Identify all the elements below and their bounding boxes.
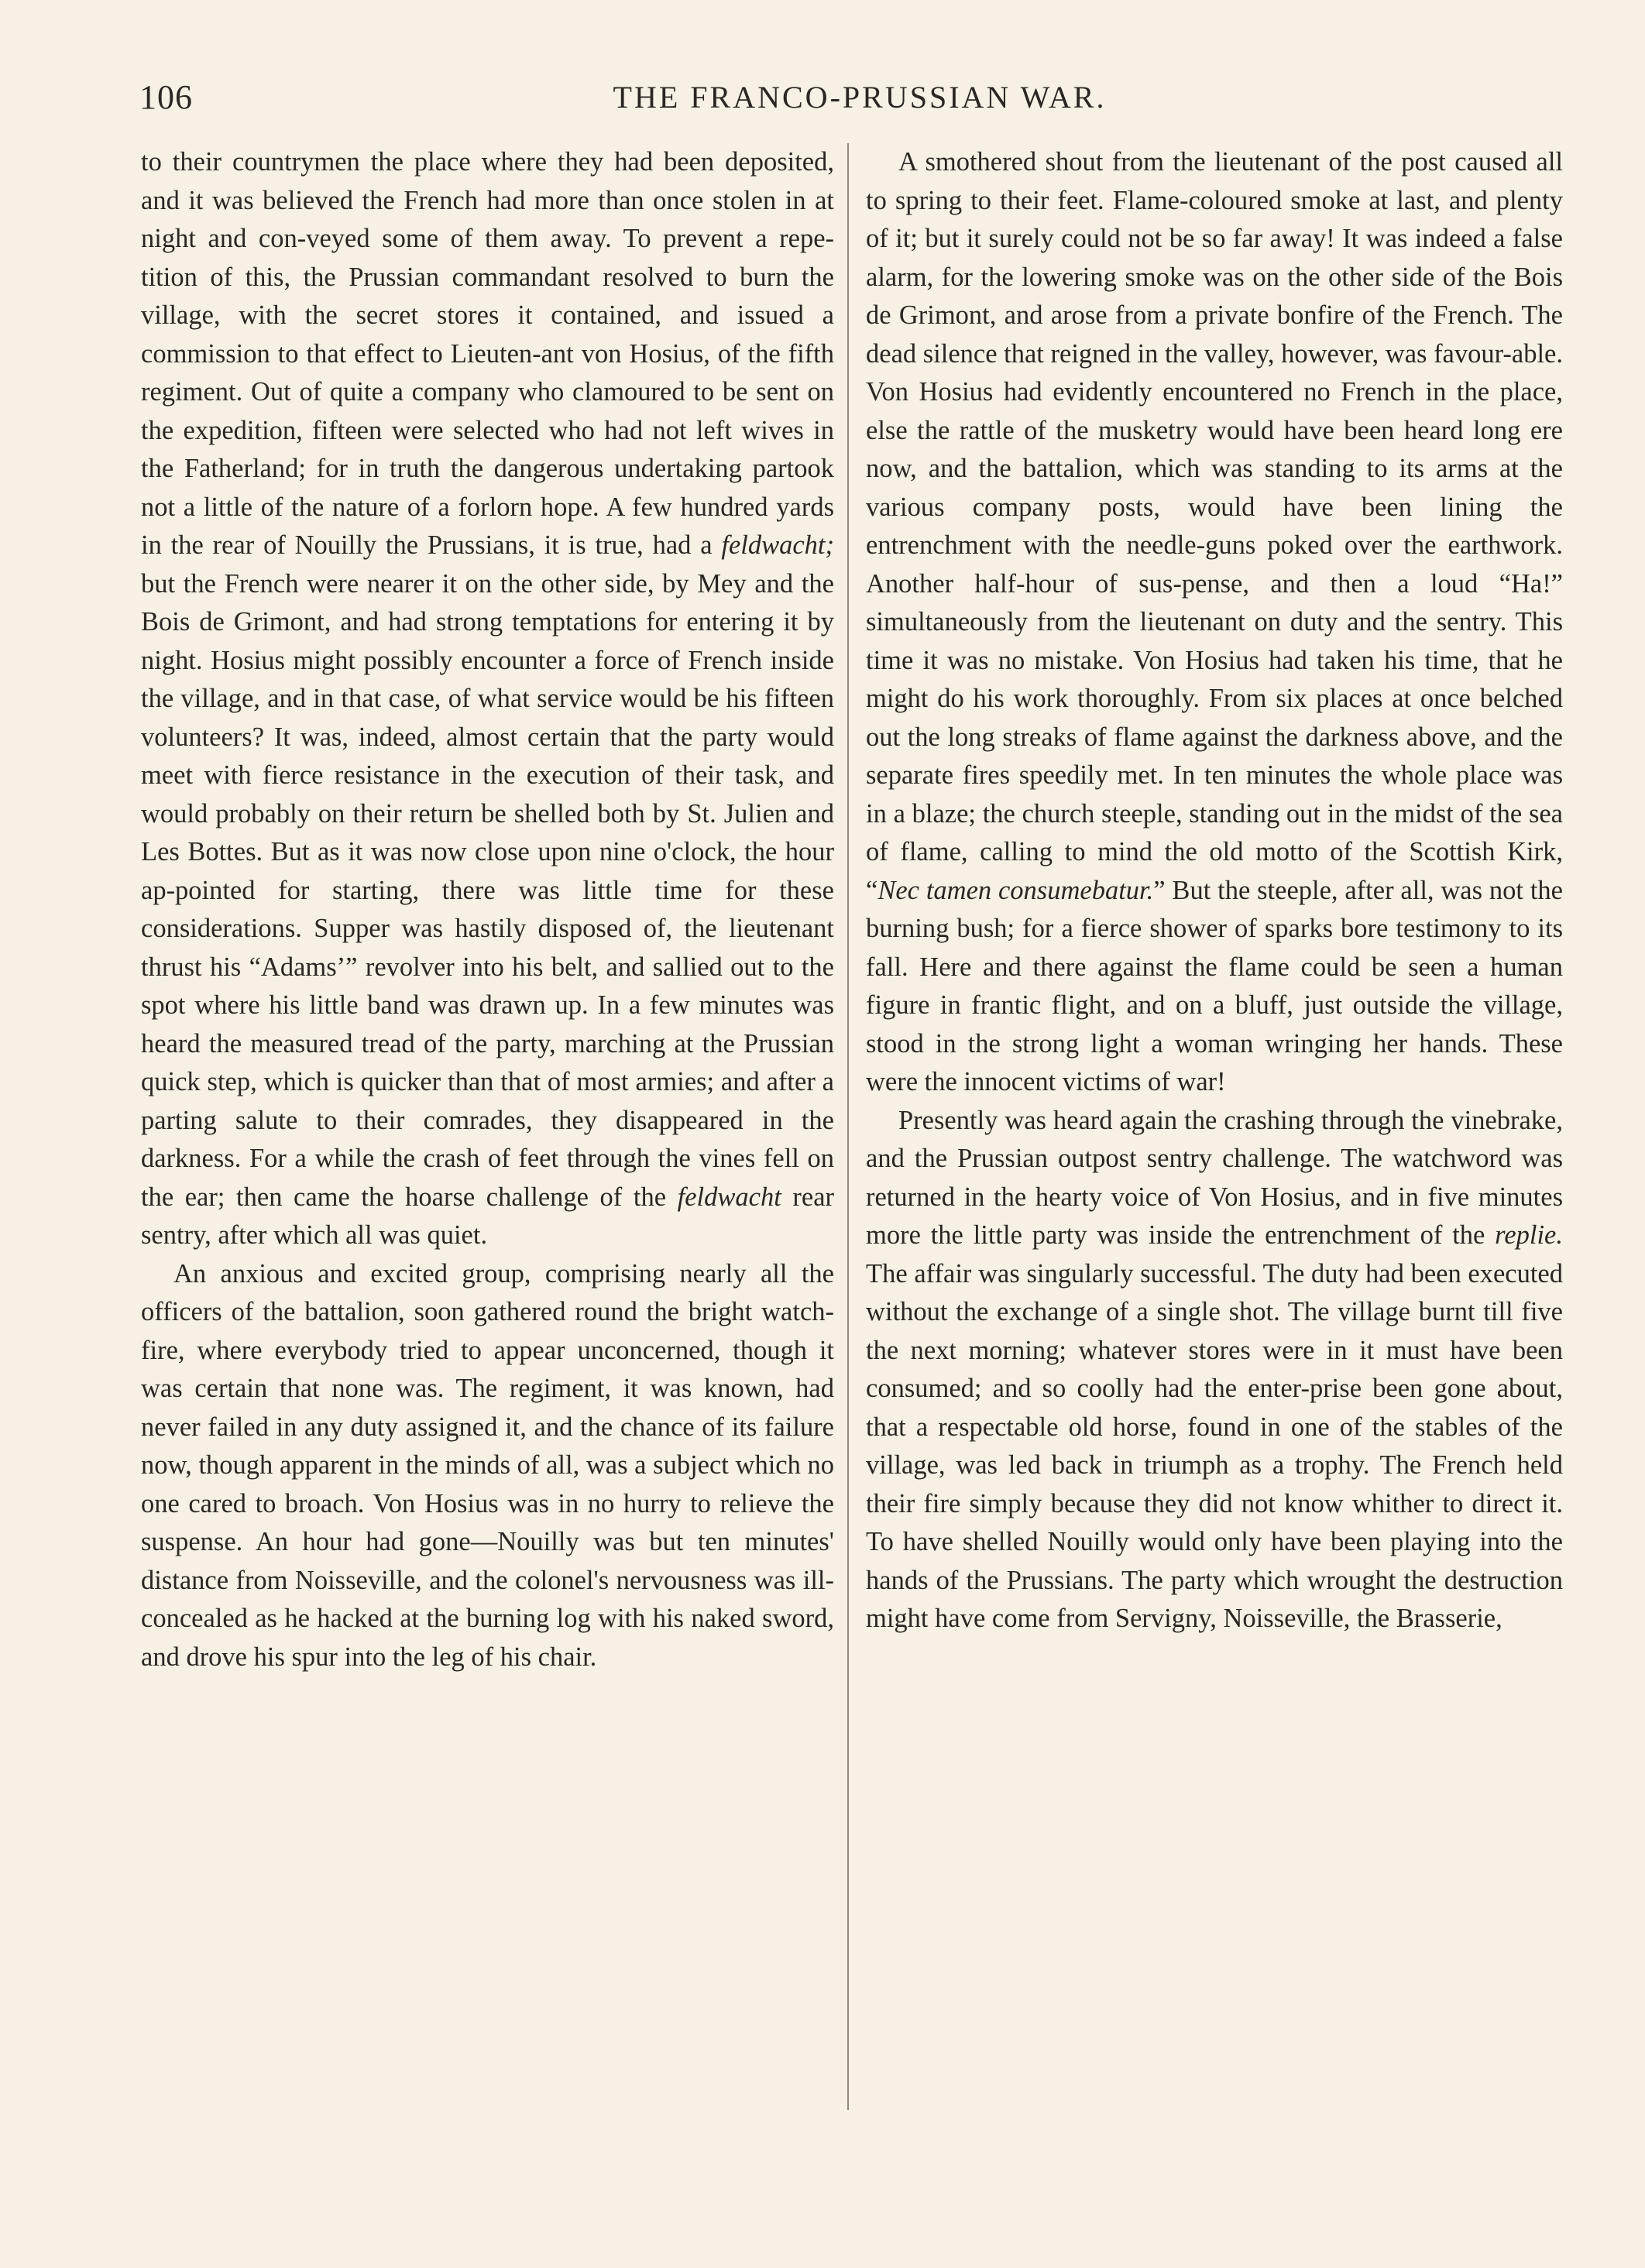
page-header	[139, 77, 1580, 132]
running-title: THE FRANCO-PRUSSIAN WAR.	[613, 80, 1107, 115]
paragraph: An anxious and excited group, comprising nearly all the officers of the battalion, soon gathered round the bright watch-fire, where everybody tried to appear unconcerned, though it was certain that none was. The regiment, it was known, had never failed in any duty assigned it, and the chance of its failure now, though apparent in the minds of all, was a subject which no one cared to broach. Von Hosius was in no hurry to relieve the suspense. An hour had gone—Nouilly was but ten minutes' distance from Noisseville, and the colonel's nervousness was ill-concealed as he hacked at the burning log with his naked sword, and drove his spur into the leg of his chair.	[141, 1258, 834, 1672]
left-column	[141, 143, 834, 1676]
italic-term: replie.	[1495, 1220, 1563, 1250]
italic-motto: Nec tamen consumebatur.	[877, 875, 1154, 905]
paragraph: Presently was heard again the crashing through the vinebrake, and the Prussian outpost sentry challenge. The watchword was returned in the hearty voice of Von Hosius, and in five minutes more the little party was inside the entrenchment of the replie. The affair was singularly successful. The duty had been executed without the exchange of a single shot. The village burnt till five the next morning; whatever stores were in it must have been consumed; and so coolly had the enter-prise been gone about, that a respectable old horse, found in one of the stables of the village, was led back in triumph as a trophy. The French held their fire simply because they did not know whither to direct it. To have shelled Nouilly would only have been playing into the hands of the Prussians. The party which wrought the destruction might have come from Servigny, Noisseville, the Brasserie,	[866, 1105, 1563, 1633]
italic-term: feldwacht;	[721, 530, 834, 560]
paragraph: A smothered shout from the lieutenant of the post caused all to spring to their feet. Flame-coloured smoke at last, and plenty of it; but it surely could not be so far away! It was indeed a false alarm, for the lowering smoke was on the other side of the Bois de Grimont, and arose from a private bonfire of the French. The dead silence that reigned in the valley, however, was favour-able. Von Hosius had evidently encountered no French in the place, else the rattle of the musketry would have been heard long ere now, and the battalion, which was standing to its arms at the various company posts, would have been lining the entrenchment with the needle-guns poked over the earthwork. Another half-hour of sus-pense, and then a loud “Ha!” simultaneously from the lieutenant on duty and the sentry. This time it was no mistake. Von Hosius had taken his time, that he might do his work thoroughly. From six places at once belched out the long streaks of flame against the darkness above, and the separate fires speedily met. In ten minutes the whole place was in a blaze; the church steeple, standing out in the midst of the sea of flame, calling to mind the old motto of the Scottish Kirk, “Nec tamen consumebatur.” But the steeple, after all, was not the burning bush; for a fierce shower of sparks bore testimony to its fall. Here and there against the flame could be seen a human figure in frantic flight, and on a bluff, just outside the village, stood in the strong light a woman wringing her hands. These were the innocent victims of war!	[866, 147, 1563, 1096]
column-divider	[847, 143, 849, 2110]
right-column	[866, 143, 1563, 1638]
page-number: 106	[139, 78, 193, 116]
paragraph: to their countrymen the place where they had been deposited, and it was believed the French had more than once stolen in at night and con-veyed some of them away. To prevent a repe-tition of this, the Prussian commandant resolved to burn the village, with the secret stores it contained, and issued a commission to that effect to Lieuten-ant von Hosius, of the fifth regiment. Out of quite a company who clamoured to be sent on the expedition, fifteen were selected who had not left wives in the Fatherland; for in truth the dangerous undertaking partook not a little of the nature of a forlorn hope. A few hundred yards in the rear of Nouilly the Prussians, it is true, had a feldwacht; but the French were nearer it on the other side, by Mey and the Bois de Grimont, and had strong temptations for entering it by night. Hosius might possibly encounter a force of French inside the village, and in that case, of what service would be his fifteen volunteers? It was, indeed, almost certain that the party would meet with fierce resistance in the execution of their task, and would probably on their return be shelled both by St. Julien and Les Bottes. But as it was now close upon nine o'clock, the hour ap-pointed for starting, there was little time for these considerations. Supper was hastily disposed of, the lieutenant thrust his “Adams’” revolver into his belt, and sallied out to the spot where his little band was drawn up. In a few minutes was heard the measured tread of the party, marching at the Prussian quick step, which is quicker than that of most armies; and after a parting salute to their comrades, they disappeared in the darkness. For a while the crash of feet through the vines fell on the ear; then came the hoarse challenge of the feldwacht rear sentry, after which all was quiet.	[141, 147, 834, 1250]
italic-term: feldwacht	[677, 1182, 781, 1212]
